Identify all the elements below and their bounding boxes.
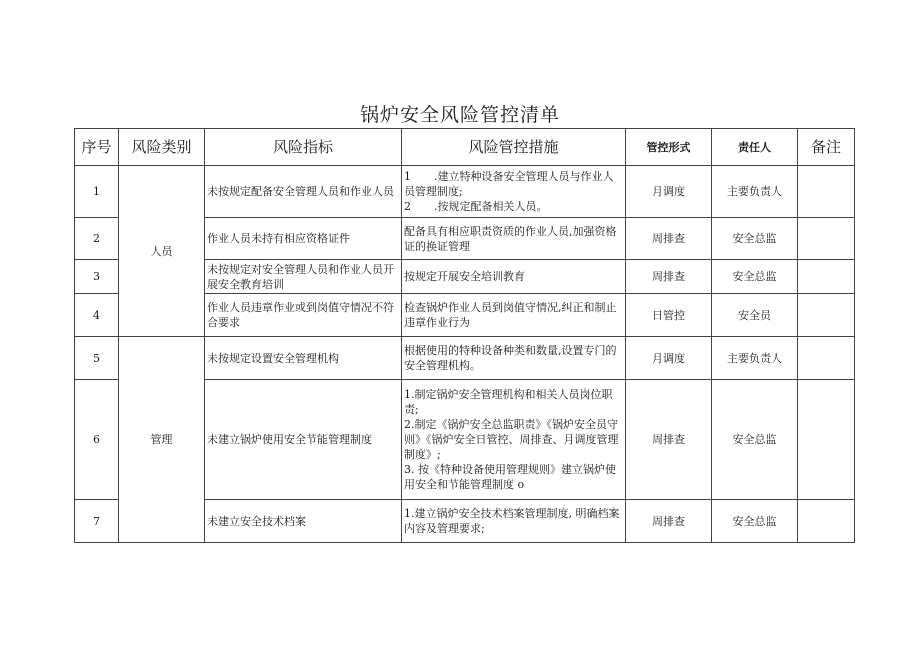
- cell-seq: 3: [75, 260, 119, 294]
- cell-measures: [402, 166, 626, 218]
- cell-owner: 安全总监: [712, 380, 798, 500]
- cell-owner: 安全总监: [712, 500, 798, 543]
- table-header-row: [75, 129, 855, 166]
- cell-seq: 6: [75, 380, 119, 500]
- cell-form: 周排查: [626, 380, 712, 500]
- cell-owner: 主要负责人: [712, 337, 798, 380]
- cell-seq: 4: [75, 294, 119, 337]
- table-row: [75, 166, 855, 218]
- cell-remark: [798, 500, 855, 543]
- cell-form: 周排查: [626, 218, 712, 260]
- cell-indicator: 作业人员未持有相应资格证件: [205, 218, 402, 260]
- cell-measures: 配备具有相应职责资质的作业人员,加强资格证的换证管理: [402, 218, 626, 260]
- measure-line: [404, 169, 623, 199]
- cell-measures: [402, 380, 626, 500]
- cell-owner: 安全员: [712, 294, 798, 337]
- cell-measures: 1.建立锅炉安全技术档案管理制度, 明确档案内容及管理要求;: [402, 500, 626, 543]
- table-row: [75, 337, 855, 380]
- header-form: 管控形式: [626, 129, 712, 166]
- cell-indicator: 未建立锅炉使用安全节能管理制度: [205, 380, 402, 500]
- document-title: 锅炉安全风险管控清单: [359, 104, 560, 126]
- cell-indicator: 未建立安全技术档案: [205, 500, 402, 543]
- cell-owner: 安全总监: [712, 260, 798, 294]
- cell-remark: [798, 166, 855, 218]
- cell-seq: 1: [75, 166, 119, 218]
- header-category: 风险类别: [119, 129, 205, 166]
- cell-indicator: 未按规定对安全管理人员和作业人员开展安全教育培训: [205, 260, 402, 294]
- cell-remark: [798, 260, 855, 294]
- header-seq: 序号: [75, 129, 119, 166]
- measure-text: .按规定配备相关人员。: [434, 200, 548, 213]
- measure-number: 1: [404, 170, 411, 183]
- cell-owner: 安全总监: [712, 218, 798, 260]
- measure-line: [404, 199, 623, 214]
- cell-form: 日管控: [626, 294, 712, 337]
- header-remark: 备注: [798, 129, 855, 166]
- cell-category-management: 管理: [119, 337, 205, 543]
- cell-category-personnel: 人员: [119, 166, 205, 337]
- cell-measures: 按规定开展安全培训教育: [402, 260, 626, 294]
- measure-number: 2: [404, 200, 411, 213]
- cell-measures: 根据使用的特种设备种类和数量,设置专门的安全管理机构。: [402, 337, 626, 380]
- header-measures: 风险管控措施: [402, 129, 626, 166]
- cell-seq: 2: [75, 218, 119, 260]
- cell-owner: 主要负责人: [712, 166, 798, 218]
- measure-text: 2.制定《锅炉安全总监职责》《锅炉安全员守则》《锅炉安全日管控、周排查、月调度管理制度》;: [404, 418, 619, 461]
- cell-form: 周排查: [626, 260, 712, 294]
- cell-remark: [798, 294, 855, 337]
- cell-remark: [798, 380, 855, 500]
- cell-measures: 检查锅炉作业人员到岗值守情况,纠正和制止违章作业行为: [402, 294, 626, 337]
- cell-seq: 7: [75, 500, 119, 543]
- cell-remark: [798, 218, 855, 260]
- measure-text: 3. 按《特种设备使用管理规则》建立锅炉使用安全和节能管理制度 o: [404, 463, 616, 491]
- cell-form: 周排查: [626, 500, 712, 543]
- header-indicator: 风险指标: [205, 129, 402, 166]
- cell-indicator: 作业人员违章作业或到岗值守情况不符合要求: [205, 294, 402, 337]
- measure-text: .建立特种设备安全管理人员与作业人员管理制度;: [404, 170, 614, 198]
- header-owner: 责任人: [712, 129, 798, 166]
- cell-form: 月调度: [626, 337, 712, 380]
- measure-text: 1.制定锅炉安全管理机构和相关人员岗位职责;: [404, 388, 613, 416]
- cell-seq: 5: [75, 337, 119, 380]
- cell-indicator: 未按规定设置安全管理机构: [205, 337, 402, 380]
- cell-remark: [798, 337, 855, 380]
- risk-control-table: [74, 128, 855, 543]
- cell-indicator: 未按规定配备安全管理人员和作业人员: [205, 166, 402, 218]
- cell-form: 月调度: [626, 166, 712, 218]
